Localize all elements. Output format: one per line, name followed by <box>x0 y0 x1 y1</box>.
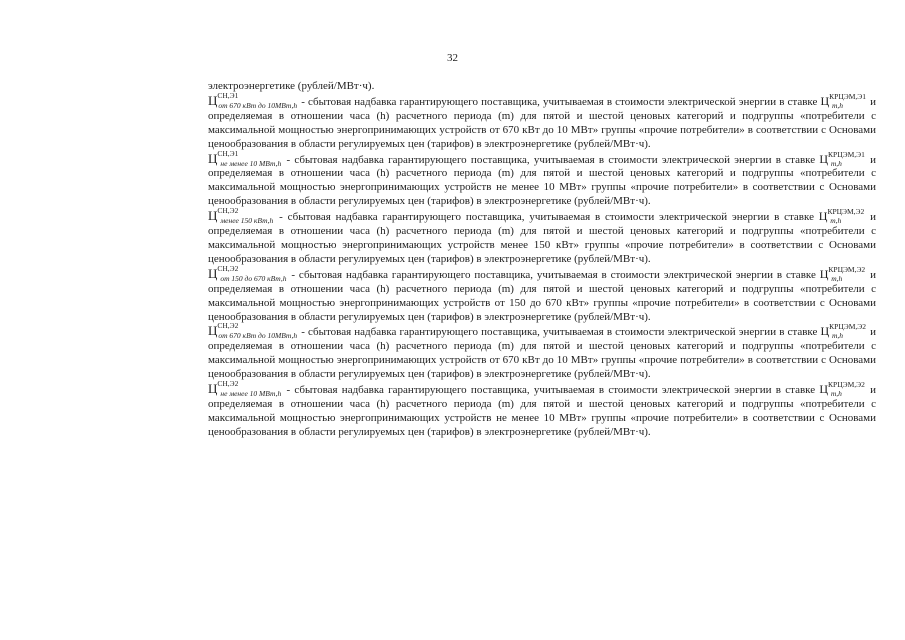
definition-text-post: и определяемая в отношении часа (h) расчетного периода (m) для пятой и шестой ценовых категорий и подгруппы «потребители с максимальной мощностью энергопринимающих устройств менее 150 кВт» группы «прочие потребители» в соответствии с Основами ценообразования в области регулируемых цен (тарифов) в электроэнергетике (рублей/МВт·ч). <box>208 211 877 265</box>
rate-symbol: $Ц^{КРЦЭМ,Э2}_{m,h}$ <box>820 322 866 341</box>
markup-symbol: $Ц^{СН,Э1}_{от 670 кВт до 10МВт,h}$ <box>208 90 298 110</box>
definition-paragraph <box>208 148 877 210</box>
page-number: 32 <box>447 52 458 64</box>
definition-text-post: и определяемая в отношении часа (h) расчетного периода (m) для пятой и шестой ценовых категорий и подгруппы «потребители с максимальной мощностью энергопринимающих устройств не менее 10 МВт» группы «прочие потребители» в соответствии с Основами ценообразования в области регулируемых цен (тарифов) в электроэнергетике (рублей/МВт·ч). <box>208 384 877 438</box>
definition-text-pre: - сбытовая надбавка гарантирующего поставщика, учитываемая в стоимости электрической энергии в ставке <box>279 211 814 224</box>
definition-paragraph <box>208 90 877 152</box>
rate-symbol: $Ц^{КРЦЭМ,Э2}_{m,h}$ <box>818 207 865 226</box>
definition-text-post: и определяемая в отношении часа (h) расчетного периода (m) для пятой и шестой ценовых категорий и подгруппы «потребители с максимальной мощностью энергопринимающих устройств от 670 кВт до 10 МВт» группы «прочие потребители» в соответствии с Основами ценообразования в области регулируемых цен (тарифов) в электроэнергетике (рублей/МВт·ч). <box>208 95 877 150</box>
definition-text-pre: - сбытовая надбавка гарантирующего поставщика, учитываемая в стоимости электрической энергии в ставке <box>286 384 816 397</box>
lead-line: электроэнергетике (рублей/МВт·ч). <box>208 80 375 92</box>
definition-text-post: и определяемая в отношении часа (h) расчетного периода (m) для пятой и шестой ценовых категорий и подгруппы «потребители с максимальной мощностью энергопринимающих устройств от 150 до 670 кВт» группы «прочие потребители» в соответствии с Основами ценообразования в области регулируемых цен (тарифов) в электроэнергетике (рублей/МВт·ч). <box>208 268 876 323</box>
definition-text-post: и определяемая в отношении часа (h) расчетного периода (m) для пятой и шестой ценовых категорий и подгруппы «потребители с максимальной мощностью энергопринимающих устройств не менее 10 МВт» группы «прочие потребители» в соответствии с Основами ценообразования в области регулируемых цен (тарифов) в электроэнергетике (рублей/МВт·ч). <box>208 153 877 208</box>
definition-paragraph <box>208 379 877 440</box>
markup-symbol: $Ц^{СН,Э2}_{не менее 10 МВт,h}$ <box>208 379 282 399</box>
rate-symbol: $Ц^{КРЦЭМ,Э1}_{m,h}$ <box>820 91 866 110</box>
document-body <box>208 80 876 440</box>
rate-symbol: $Ц^{КРЦЭМ,Э2}_{m,h}$ <box>819 264 866 283</box>
rate-symbol: $Ц^{КРЦЭМ,Э2}_{m,h}$ <box>819 380 865 399</box>
definition-text-pre: - сбытовая надбавка гарантирующего поставщика, учитываемая в стоимости электрической энергии в ставке <box>301 95 818 108</box>
definition-text-pre: - сбытовая надбавка гарантирующего поставщика, учитываемая в стоимости электрической энергии в ставке <box>291 268 816 281</box>
markup-symbol: $Ц^{СН,Э2}_{менее 150 кВт,h}$ <box>208 206 274 226</box>
rate-symbol: $Ц^{КРЦЭМ,Э1}_{m,h}$ <box>819 149 865 168</box>
definition-text-pre: - сбытовая надбавка гарантирующего поставщика, учитываемая в стоимости электрической энергии в ставке <box>301 326 818 339</box>
definition-paragraph <box>208 321 877 382</box>
markup-symbol: $Ц^{СН,Э2}_{от 670 кВт до 10МВт,h}$ <box>208 321 298 341</box>
definition-text-post: и определяемая в отношении часа (h) расчетного периода (m) для пятой и шестой ценовых категорий и подгруппы «потребители с максимальной мощностью энергопринимающих устройств от 670 кВт до 10 МВт» группы «прочие потребители» в соответствии с Основами ценообразования в области регулируемых цен (тарифов) в электроэнергетике (рублей/МВт·ч). <box>208 326 877 381</box>
definition-paragraph <box>208 263 876 325</box>
markup-symbol: $Ц^{СН,Э2}_{от 150 до 670 кВт,h}$ <box>208 263 287 283</box>
markup-symbol: $Ц^{СН,Э1}_{не менее 10 МВт,h}$ <box>208 148 282 168</box>
definition-paragraph <box>208 206 877 267</box>
definition-text-pre: - сбытовая надбавка гарантирующего поставщика, учитываемая в стоимости электрической энергии в ставке <box>286 153 816 166</box>
